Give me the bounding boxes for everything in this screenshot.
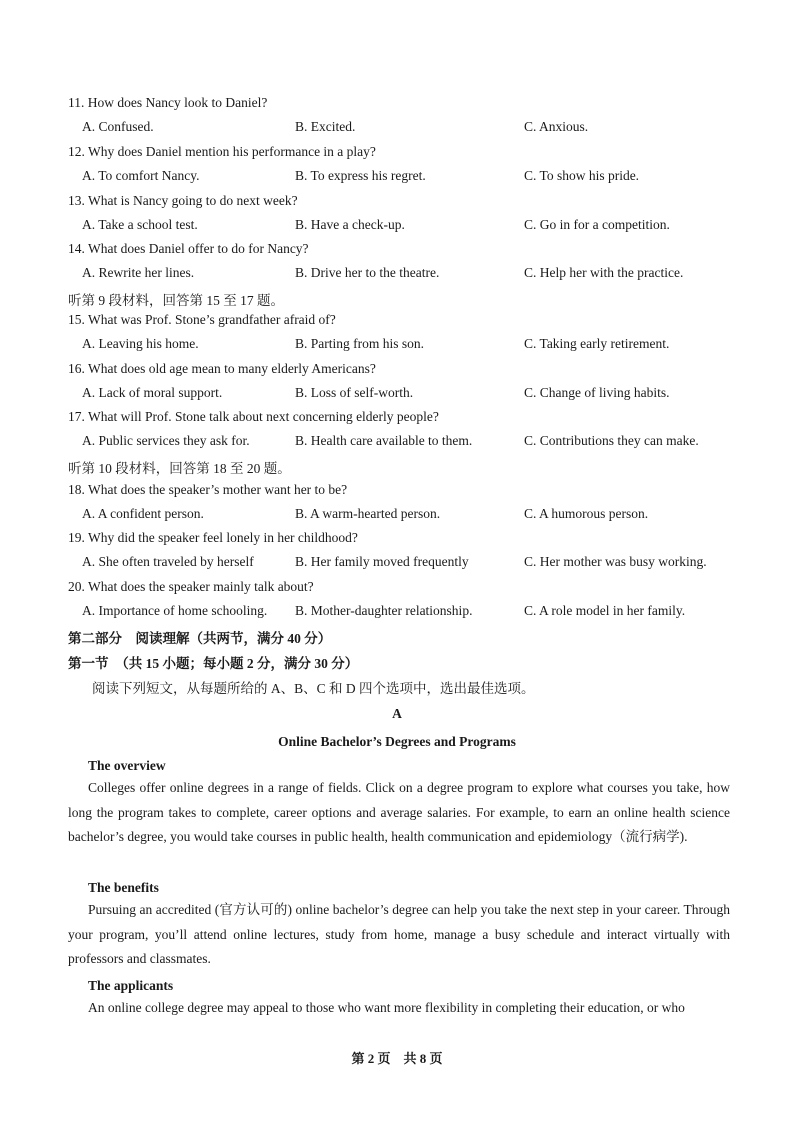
q15-option-a: A. Leaving his home. (82, 336, 199, 351)
q16-option-b: B. Loss of self-worth. (295, 385, 414, 400)
section1-instruction: 阅读下列短文，从每题所给的 A、B、C 和 D 四个选项中，选出最佳选项。 (92, 681, 535, 696)
q11-option-b: B. Excited. (295, 119, 356, 134)
q12-option-c: C. To show his pride. (524, 168, 640, 183)
q19-option-c: C. Her mother was busy working. (524, 554, 707, 569)
applicants-paragraph: An online college degree may appeal to those who want more flexibility in completing their education, or who (88, 1000, 685, 1015)
overview-paragraph: Colleges offer online degrees in a range of fields. Click on a degree program to explore what courses you take, how long the program takes to complete, career options and average salaries. For example, to earn an online health science bachelor’s degree, you would take courses in public health, health communication and epidemiology（流行病学). (68, 780, 730, 844)
q18-option-a: A. A confident person. (82, 506, 204, 521)
instruction-passage-9: 听第 9 段材料，回答第 15 至 17 题。 (68, 293, 284, 308)
question-17: 17. What will Prof. Stone talk about next concerning elderly people? (68, 409, 439, 424)
q20-option-a: A. Importance of home schooling. (82, 603, 268, 618)
instruction-passage-10: 听第 10 段材料，回答第 18 至 20 题。 (68, 461, 291, 476)
q11-option-c: C. Anxious. (524, 119, 589, 134)
question-18: 18. What does the speaker’s mother want her to be? (68, 482, 348, 497)
q17-option-b: B. Health care available to them. (295, 433, 473, 448)
q13-option-a: A. Take a school test. (82, 217, 198, 232)
benefits-heading: The benefits (88, 880, 159, 895)
passage-letter: A (392, 706, 402, 721)
overview-heading: The overview (88, 758, 166, 773)
question-15: 15. What was Prof. Stone’s grandfather afraid of? (68, 312, 336, 327)
q16-option-a: A. Lack of moral support. (82, 385, 223, 400)
q18-option-b: B. A warm-hearted person. (295, 506, 441, 521)
q15-option-b: B. Parting from his son. (295, 336, 425, 351)
q19-option-b: B. Her family moved frequently (295, 554, 469, 569)
question-12: 12. Why does Daniel mention his performance in a play? (68, 144, 376, 159)
question-11: 11. How does Nancy look to Daniel? (68, 95, 268, 110)
q11-option-a: A. Confused. (82, 119, 154, 134)
passage-title: Online Bachelor’s Degrees and Programs (278, 734, 516, 749)
question-14: 14. What does Daniel offer to do for Nancy? (68, 241, 309, 256)
section1-title: 第一节 （共 15 小题；每小题 2 分，满分 30 分） (68, 656, 359, 671)
q14-option-b: B. Drive her to the theatre. (295, 265, 440, 280)
q15-option-c: C. Taking early retirement. (524, 336, 670, 351)
q20-option-c: C. A role model in her family. (524, 603, 686, 618)
q16-option-c: C. Change of living habits. (524, 385, 670, 400)
q13-option-c: C. Go in for a competition. (524, 217, 670, 232)
q13-option-b: B. Have a check-up. (295, 217, 405, 232)
q17-option-c: C. Contributions they can make. (524, 433, 699, 448)
q14-option-a: A. Rewrite her lines. (82, 265, 195, 280)
q19-option-a: A. She often traveled by herself (82, 554, 254, 569)
applicants-heading: The applicants (88, 978, 174, 993)
q12-option-a: A. To comfort Nancy. (82, 168, 200, 183)
question-19: 19. Why did the speaker feel lonely in her childhood? (68, 530, 358, 545)
q20-option-b: B. Mother-daughter relationship. (295, 603, 473, 618)
question-20: 20. What does the speaker mainly talk about? (68, 579, 314, 594)
page-footer: 第 2 页 共 8 页 (351, 1051, 443, 1066)
part2-title: 第二部分 阅读理解（共两节，满分 40 分） (68, 631, 332, 646)
benefits-paragraph: Pursuing an accredited (官方认可的) online bachelor’s degree can help you take the next step in your career. Through your program, you’ll attend online lectures, study from home, manage a busy schedule and interact virtually with professors and classmates. (68, 902, 730, 966)
question-16: 16. What does old age mean to many elderly Americans? (68, 361, 376, 376)
q18-option-c: C. A humorous person. (524, 506, 649, 521)
question-13: 13. What is Nancy going to do next week? (68, 193, 298, 208)
q14-option-c: C. Help her with the practice. (524, 265, 684, 280)
q12-option-b: B. To express his regret. (295, 168, 426, 183)
q17-option-a: A. Public services they ask for. (82, 433, 250, 448)
